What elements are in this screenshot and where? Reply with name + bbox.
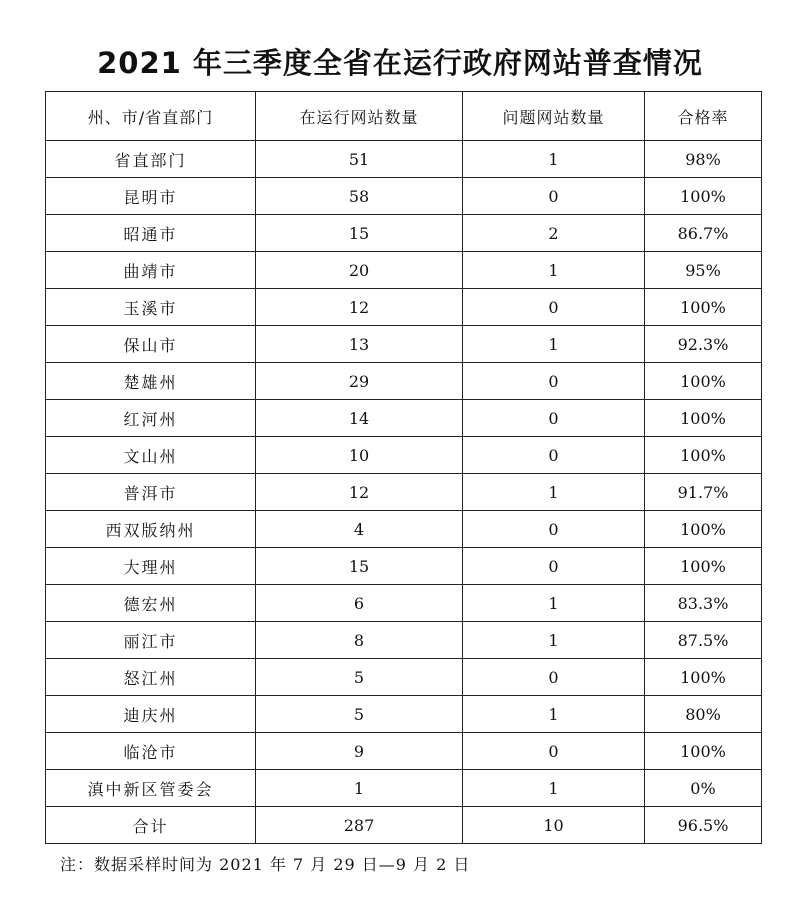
region-cell: 文山州 (46, 437, 256, 474)
pass-rate-cell: 91.7% (645, 474, 762, 511)
problem-count-cell: 1 (463, 141, 645, 178)
pass-rate-cell: 100% (645, 400, 762, 437)
pass-rate-cell: 100% (645, 437, 762, 474)
table-header-row (46, 92, 762, 141)
footnote: 注：数据采样时间为 2021 年 7 月 29 日—9 月 2 日 (60, 855, 471, 874)
problem-count-cell: 0 (463, 548, 645, 585)
problem-count-cell: 0 (463, 400, 645, 437)
pass-rate-cell: 86.7% (645, 215, 762, 252)
pass-rate-cell: 80% (645, 696, 762, 733)
problem-count-cell: 0 (463, 659, 645, 696)
table-total-row (46, 807, 762, 844)
table-row (46, 585, 762, 622)
header-region: 州、市/省直部门 (46, 92, 256, 141)
table-row (46, 326, 762, 363)
region-cell: 曲靖市 (46, 252, 256, 289)
table-row (46, 289, 762, 326)
running-count-cell: 4 (256, 511, 463, 548)
problem-count-cell: 1 (463, 326, 645, 363)
table-row (46, 437, 762, 474)
table-row (46, 548, 762, 585)
running-count-cell: 5 (256, 696, 463, 733)
running-count-cell: 10 (256, 437, 463, 474)
running-count-cell: 13 (256, 326, 463, 363)
running-count-cell: 1 (256, 770, 463, 807)
total-running-count-cell: 287 (256, 807, 463, 844)
region-cell: 怒江州 (46, 659, 256, 696)
pass-rate-cell: 100% (645, 363, 762, 400)
region-cell: 玉溪市 (46, 289, 256, 326)
problem-count-cell: 1 (463, 696, 645, 733)
table-row (46, 252, 762, 289)
problem-count-cell: 0 (463, 511, 645, 548)
table-row (46, 511, 762, 548)
total-pass-rate-cell: 96.5% (645, 807, 762, 844)
running-count-cell: 5 (256, 659, 463, 696)
running-count-cell: 12 (256, 289, 463, 326)
problem-count-cell: 0 (463, 437, 645, 474)
region-cell: 大理州 (46, 548, 256, 585)
pass-rate-cell: 100% (645, 659, 762, 696)
table-row (46, 733, 762, 770)
table-row (46, 363, 762, 400)
page-title: 2021 年三季度全省在运行政府网站普查情况 (97, 46, 703, 80)
table-row (46, 696, 762, 733)
running-count-cell: 8 (256, 622, 463, 659)
running-count-cell: 20 (256, 252, 463, 289)
header-problem-count: 问题网站数量 (463, 92, 645, 141)
problem-count-cell: 0 (463, 363, 645, 400)
pass-rate-cell: 100% (645, 511, 762, 548)
header-running-count: 在运行网站数量 (256, 92, 463, 141)
pass-rate-cell: 92.3% (645, 326, 762, 363)
problem-count-cell: 0 (463, 289, 645, 326)
problem-count-cell: 1 (463, 585, 645, 622)
table-row (46, 474, 762, 511)
running-count-cell: 12 (256, 474, 463, 511)
table-row (46, 215, 762, 252)
region-cell: 临沧市 (46, 733, 256, 770)
running-count-cell: 15 (256, 548, 463, 585)
problem-count-cell: 1 (463, 770, 645, 807)
running-count-cell: 15 (256, 215, 463, 252)
total-problem-count-cell: 10 (463, 807, 645, 844)
pass-rate-cell: 100% (645, 178, 762, 215)
table-row (46, 770, 762, 807)
header-pass-rate: 合格率 (645, 92, 762, 141)
running-count-cell: 51 (256, 141, 463, 178)
total-label-cell: 合计 (46, 807, 256, 844)
pass-rate-cell: 0% (645, 770, 762, 807)
region-cell: 保山市 (46, 326, 256, 363)
table-row (46, 622, 762, 659)
region-cell: 德宏州 (46, 585, 256, 622)
problem-count-cell: 1 (463, 474, 645, 511)
region-cell: 省直部门 (46, 141, 256, 178)
survey-table (45, 91, 762, 844)
problem-count-cell: 0 (463, 733, 645, 770)
running-count-cell: 58 (256, 178, 463, 215)
pass-rate-cell: 87.5% (645, 622, 762, 659)
region-cell: 红河州 (46, 400, 256, 437)
region-cell: 昭通市 (46, 215, 256, 252)
pass-rate-cell: 83.3% (645, 585, 762, 622)
region-cell: 丽江市 (46, 622, 256, 659)
pass-rate-cell: 100% (645, 548, 762, 585)
region-cell: 西双版纳州 (46, 511, 256, 548)
pass-rate-cell: 95% (645, 252, 762, 289)
running-count-cell: 9 (256, 733, 463, 770)
table-row (46, 659, 762, 696)
region-cell: 迪庆州 (46, 696, 256, 733)
problem-count-cell: 1 (463, 252, 645, 289)
table-row (46, 400, 762, 437)
running-count-cell: 14 (256, 400, 463, 437)
problem-count-cell: 0 (463, 178, 645, 215)
running-count-cell: 29 (256, 363, 463, 400)
region-cell: 昆明市 (46, 178, 256, 215)
table-row (46, 178, 762, 215)
running-count-cell: 6 (256, 585, 463, 622)
problem-count-cell: 2 (463, 215, 645, 252)
pass-rate-cell: 100% (645, 733, 762, 770)
problem-count-cell: 1 (463, 622, 645, 659)
region-cell: 普洱市 (46, 474, 256, 511)
region-cell: 滇中新区管委会 (46, 770, 256, 807)
region-cell: 楚雄州 (46, 363, 256, 400)
pass-rate-cell: 98% (645, 141, 762, 178)
table-row (46, 141, 762, 178)
pass-rate-cell: 100% (645, 289, 762, 326)
